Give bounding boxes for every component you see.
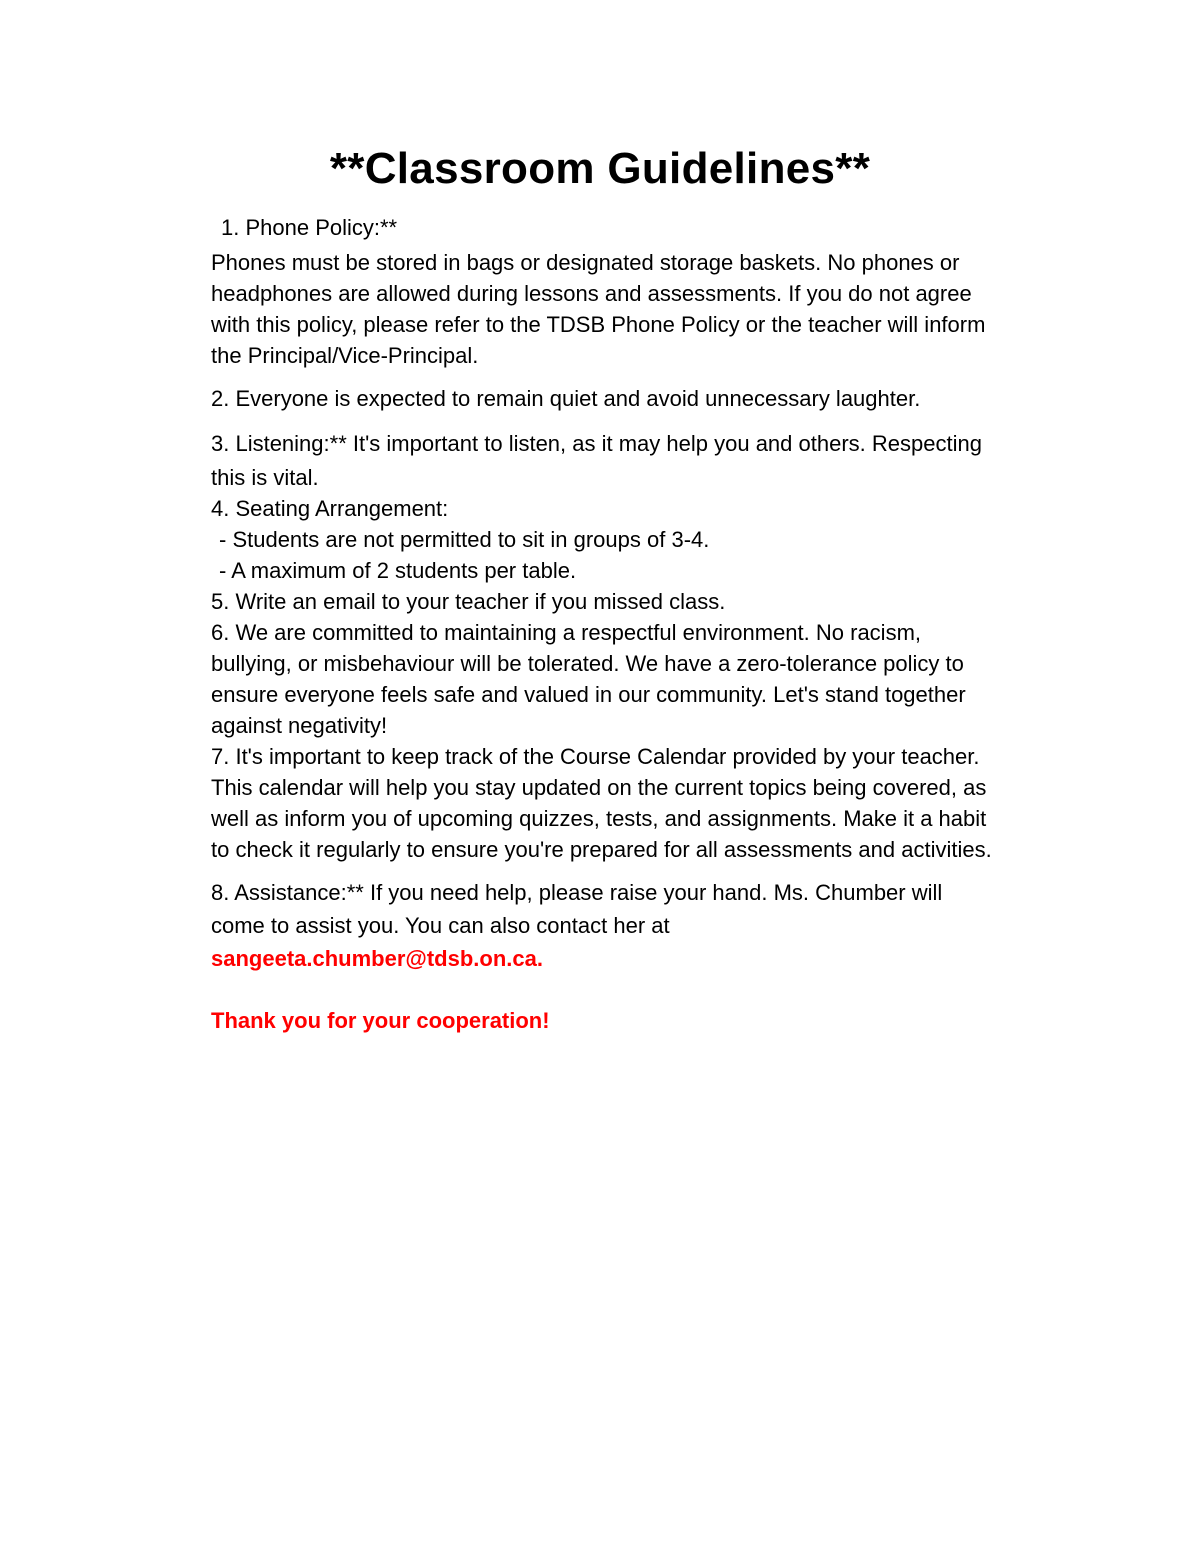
guidelines-body [211,212,1071,1036]
rule-1-line: Phones must be stored in bags or designated storage baskets. No phones or [211,250,960,275]
rule-4-item: - A maximum of 2 students per table. [219,558,577,583]
rule-7-line: 7. It's important to keep track of the Course Calendar provided by your teacher. [211,744,980,769]
rule-3-line: this is vital. [211,465,319,490]
rule-6-line: against negativity! [211,713,388,738]
rule-1-heading: 1. Phone Policy:** [221,215,398,240]
rule-4-item: - Students are not permitted to sit in groups of 3-4. [219,527,710,552]
rule-8-line: 8. Assistance:** If you need help, please raise your hand. Ms. Chumber will [211,880,943,905]
rule-1-line: the Principal/Vice-Principal. [211,343,479,368]
rule-8-line: come to assist you. You can also contact her at [211,913,670,938]
rule-7-line: This calendar will help you stay updated on the current topics being covered, as [211,775,987,800]
rule-7-line: to check it regularly to ensure you're prepared for all assessments and activities. [211,837,992,862]
contact-email-link[interactable]: sangeeta.chumber@tdsb.on.ca. [211,946,543,971]
rule-5: 5. Write an email to your teacher if you missed class. [211,589,726,614]
rule-1-line: with this policy, please refer to the TDSB Phone Policy or the teacher will inform [211,312,986,337]
rule-7-line: well as inform you of upcoming quizzes, tests, and assignments. Make it a habit [211,806,987,831]
rule-6-line: ensure everyone feels safe and valued in our community. Let's stand together [211,682,966,707]
rule-6-line: bullying, or misbehaviour will be tolerated. We have a zero-tolerance policy to [211,651,964,676]
rule-3-line: 3. Listening:** It's important to listen, as it may help you and others. Respecting [211,431,982,456]
rule-1-line: headphones are allowed during lessons and assessments. If you do not agree [211,281,972,306]
closing-message: Thank you for your cooperation! [211,1008,550,1033]
rule-2: 2. Everyone is expected to remain quiet and avoid unnecessary laughter. [211,386,921,411]
rule-6-line: 6. We are committed to maintaining a respectful environment. No racism, [211,620,922,645]
rule-4-heading: 4. Seating Arrangement: [211,496,449,521]
page-title: **Classroom Guidelines** [329,144,871,193]
